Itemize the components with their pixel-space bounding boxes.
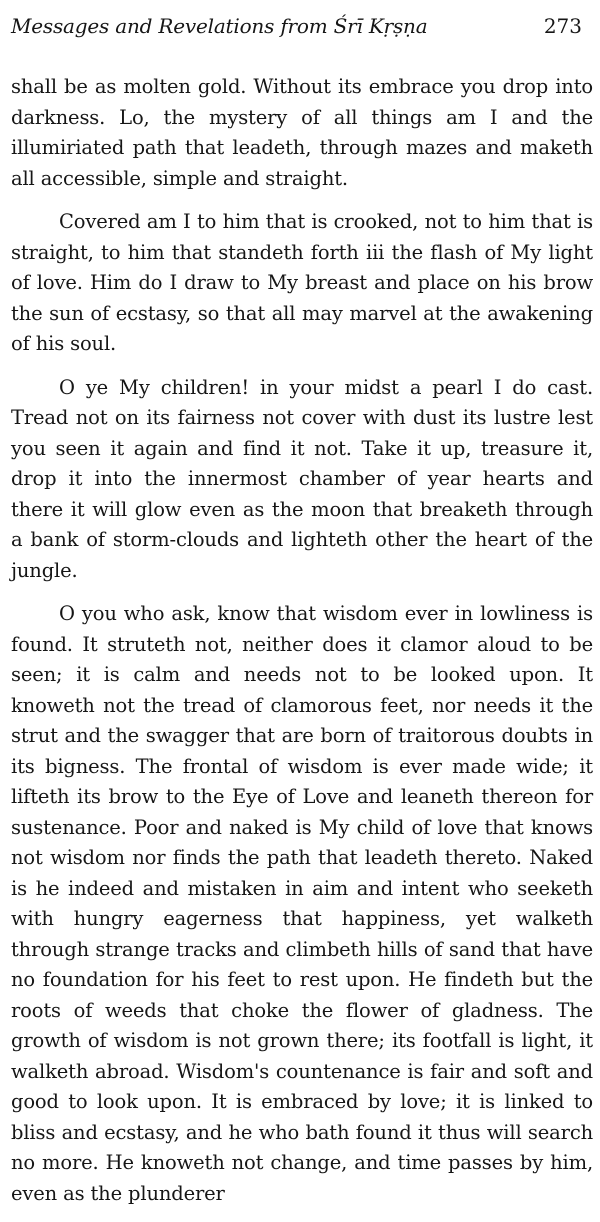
running-title: Messages and Revelations from Śrī Kṛṣṇa: [11, 14, 428, 38]
page-number: 273: [543, 14, 582, 38]
paragraph-3: O ye My children! in your midst a pearl I do cast. Tread not on its fairness not cover with dust its lustre lest you seen it again and find it not. Take it up, treasure it, drop it into the innermost chamber of year hearts and there it will glow even as the moon that breaketh through a bank of storm-clouds and lighteth other the heart of the jungle.: [11, 375, 593, 582]
paragraph-1: shall be as molten gold. Without its embrace you drop into darkness. Lo, the mystery of all things am I and the illumiriated path that leadeth, through mazes and maketh all accessible, simple and straight.: [11, 75, 593, 190]
body-text: [11, 72, 593, 1222]
running-header: [11, 10, 582, 42]
paragraph-2: Covered am I to him that is crooked, not to him that is straight, to him that standeth forth iii the flash of My light of love. Him do I draw to My breast and place on his brow the sun of ecstasy, so that all may marvel at the awakening of his soul.: [11, 210, 593, 355]
paragraph-4: O you who ask, know that wisdom ever in lowliness is found. It struteth not, neither does it clamor aloud to be seen; it is calm and needs not to be looked upon. It knoweth not the tread of clamorous feet, nor needs it the strut and the swagger that are born of traitorous doubts in its bigness. The frontal of wisdom is ever made wide; it lifteth its brow to the Eye of Love and leaneth thereon for sustenance. Poor and naked is My child of love that knows not wisdom nor finds the path that leadeth thereto. Naked is he indeed and mistaken in aim and intent who seeketh with hungry eagerness that happiness, yet walketh through strange tracks and climbeth hills of sand that have no foundation for his feet to rest upon. He findeth but the roots of weeds that choke the flower of gladness. The growth of wisdom is not grown there; its footfall is light, it walketh abroad. Wisdom's countenance is fair and soft and good to look upon. It is embraced by love; it is linked to bliss and ecstasy, and he who bath found it thus will search no more. He knoweth not change, and time passes by him, even as the plunderer: [11, 602, 593, 1205]
